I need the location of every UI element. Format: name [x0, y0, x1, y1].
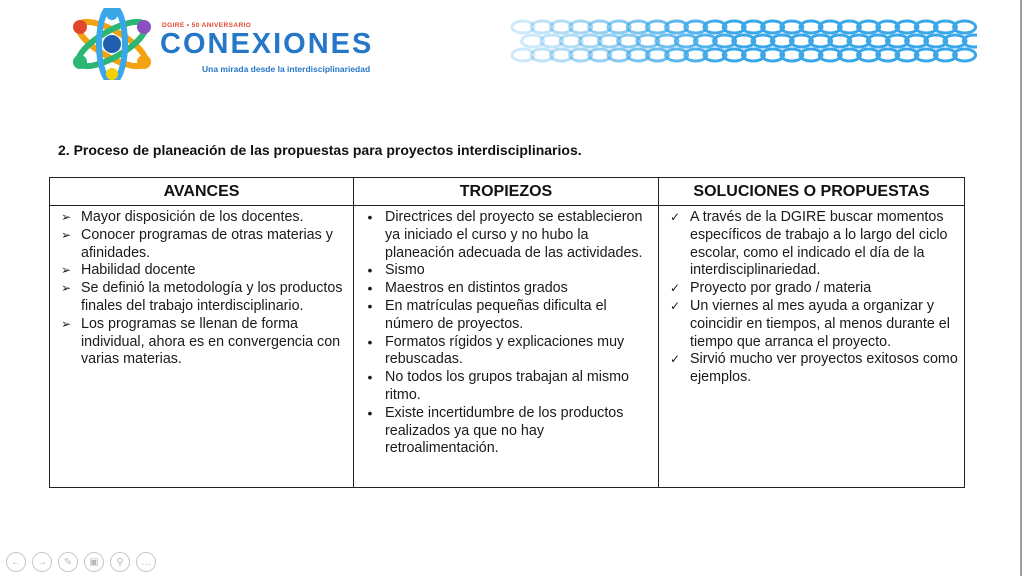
- tropiezos-list: [360, 209, 652, 458]
- next-button[interactable]: [32, 552, 52, 572]
- list-item: [56, 316, 347, 369]
- next-icon: →: [37, 556, 47, 568]
- table-body-row: [50, 206, 965, 488]
- pen-icon: ✎: [63, 556, 73, 568]
- list-item-text: Proyecto por grado / materia: [690, 280, 872, 297]
- conexiones-logo: [66, 8, 406, 84]
- dot-bullet-icon: •: [367, 297, 373, 314]
- column-avances: [50, 206, 354, 488]
- decorative-pattern: [505, 10, 977, 72]
- list-item-text: Se definió la metodología y los productos finales del trabajo interdisciplinario.: [81, 280, 343, 314]
- checkmark-icon: ✓: [669, 210, 681, 224]
- pen-button[interactable]: [58, 552, 78, 572]
- list-item: [360, 405, 652, 458]
- arrow-bullet-icon: ➢: [60, 316, 72, 331]
- arrow-bullet-icon: ➢: [60, 227, 72, 242]
- list-item: [56, 209, 347, 227]
- soluciones-list: [665, 209, 958, 387]
- arrow-bullet-icon: ➢: [60, 210, 72, 224]
- dot-bullet-icon: •: [367, 333, 373, 350]
- arrow-bullet-icon: ➢: [60, 263, 72, 278]
- list-item: [56, 227, 347, 263]
- list-item-text: Sirvió mucho ver proyectos exitosos como ejemplos.: [690, 351, 958, 386]
- list-item: [665, 280, 958, 298]
- more-icon: …: [141, 556, 151, 568]
- list-item: [665, 209, 958, 280]
- list-item-text: Habilidad docente: [81, 262, 196, 279]
- list-item-text: A través de la DGIRE buscar momentos específicos de trabajo a lo largo del ciclo escolar, como el indicado el día de la interdisciplinariedad.: [690, 209, 948, 279]
- column-header-tropiezos: TROPIEZOS: [354, 178, 659, 206]
- list-item: [360, 334, 652, 370]
- list-item-text: Maestros en distintos grados: [385, 280, 568, 297]
- checkmark-icon: ✓: [669, 352, 681, 367]
- logo-title: CONEXIONES: [160, 28, 374, 60]
- previous-button[interactable]: [6, 552, 26, 572]
- list-item-text: Los programas se llenan de forma individual, ahora es en convergencia con varias materias.: [81, 315, 341, 368]
- list-item: [360, 369, 652, 405]
- slides-icon: ▣: [89, 556, 99, 568]
- zoom-button[interactable]: [110, 552, 130, 572]
- checkmark-icon: ✓: [669, 281, 681, 296]
- slide-heading: 2. Proceso de planeación de las propuestas para proyectos interdisciplinarios.: [58, 142, 582, 158]
- list-item: [360, 280, 652, 298]
- dot-bullet-icon: •: [367, 369, 373, 386]
- table-header-row: [50, 178, 965, 206]
- slides-button[interactable]: [84, 552, 104, 572]
- list-item: [360, 209, 652, 262]
- zoom-icon: ⚲: [116, 556, 124, 568]
- column-tropiezos: [354, 206, 659, 488]
- list-item: [56, 262, 347, 280]
- list-item-text: Un viernes al mes ayuda a organizar y coincidir en tiempos, al menos durante el tiempo que arranca el proyecto.: [690, 297, 950, 350]
- more-button[interactable]: [136, 552, 156, 572]
- list-item-text: Mayor disposición de los docentes.: [81, 209, 304, 225]
- checkmark-icon: ✓: [669, 298, 681, 313]
- dot-bullet-icon: •: [367, 262, 373, 279]
- list-item-text: Formatos rígidos y explicaciones muy rebuscadas.: [385, 333, 625, 368]
- dot-bullet-icon: •: [367, 280, 373, 297]
- previous-icon: ←: [11, 556, 21, 568]
- avances-list: [56, 209, 347, 369]
- network-logo-icon: [66, 8, 158, 80]
- list-item: [360, 262, 652, 280]
- column-header-soluciones: SOLUCIONES O PROPUESTAS: [659, 178, 965, 206]
- arrow-bullet-icon: ➢: [60, 281, 72, 296]
- summary-table: [49, 177, 965, 488]
- logo-tagline: Una mirada desde la interdisciplinariedad: [202, 64, 371, 74]
- list-item-text: Conocer programas de otras materias y afinidades.: [81, 226, 333, 261]
- list-item-text: Directrices del proyecto se establecieron ya iniciado el curso y no hubo la planeación adecuada de las actividades.: [385, 209, 643, 261]
- list-item-text: Existe incertidumbre de los productos realizados ya que no hay retroalimentación.: [385, 404, 624, 457]
- presentation-toolbar: [6, 552, 156, 574]
- logo-subtitle: DGIRE • 50 ANIVERSARIO: [162, 22, 252, 29]
- list-item-text: Sismo: [385, 262, 425, 279]
- list-item-text: En matrículas pequeñas dificulta el número de proyectos.: [385, 297, 607, 332]
- list-item-text: No todos los grupos trabajan al mismo ritmo.: [385, 369, 629, 403]
- list-item: [56, 280, 347, 316]
- list-item: [360, 298, 652, 334]
- dot-bullet-icon: •: [367, 404, 373, 421]
- column-soluciones: [659, 206, 965, 488]
- list-item: [665, 298, 958, 351]
- dot-bullet-icon: •: [367, 209, 373, 225]
- list-item: [665, 351, 958, 387]
- column-header-avances: AVANCES: [50, 178, 354, 206]
